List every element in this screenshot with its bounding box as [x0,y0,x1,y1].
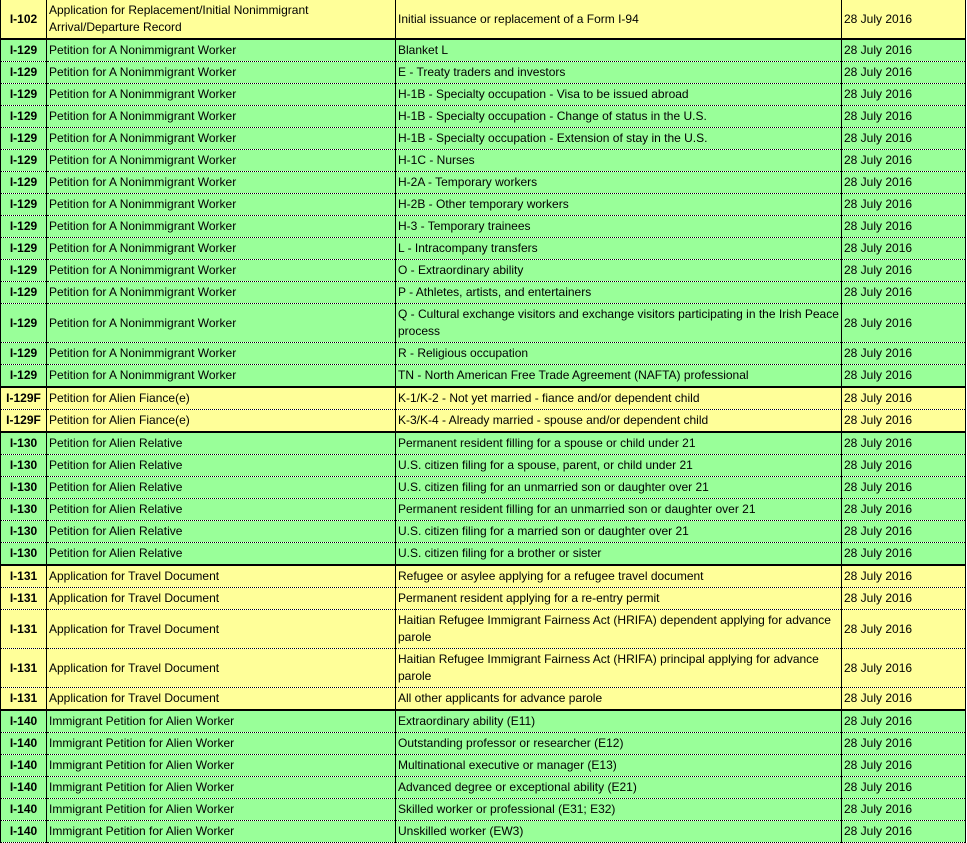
form-name-cell: Application for Travel Document [47,649,396,688]
processing-date-cell: 28 July 2016 [842,499,966,521]
form-number-cell: I-129 [1,216,47,238]
form-number-cell: I-140 [1,777,47,799]
category-description-cell: R - Religious occupation [396,343,842,365]
category-description-cell: L - Intracompany transfers [396,238,842,260]
form-name-cell: Application for Replacement/Initial Nonimmigrant Arrival/Departure Record [47,0,396,39]
category-description-cell: Advanced degree or exceptional ability (E21) [396,777,842,799]
category-description-cell: Haitian Refugee Immigrant Fairness Act (HRIFA) principal applying for advance parole [396,649,842,688]
processing-date-cell: 28 July 2016 [842,304,966,343]
table-row [1,106,966,128]
table-row [1,688,966,711]
processing-date-cell: 28 July 2016 [842,777,966,799]
processing-date-cell: 28 July 2016 [842,106,966,128]
form-number-cell: I-131 [1,588,47,610]
form-name-cell: Petition for A Nonimmigrant Worker [47,39,396,62]
table-row [1,610,966,649]
processing-date-cell: 28 July 2016 [842,365,966,388]
form-name-cell: Petition for A Nonimmigrant Worker [47,150,396,172]
form-name-cell: Petition for A Nonimmigrant Worker [47,304,396,343]
table-row [1,733,966,755]
table-row [1,304,966,343]
table-row [1,238,966,260]
processing-date-cell: 28 July 2016 [842,710,966,733]
table-row [1,365,966,388]
category-description-cell: H-2B - Other temporary workers [396,194,842,216]
category-description-cell: H-1B - Specialty occupation - Visa to be issued abroad [396,84,842,106]
form-number-cell: I-129 [1,238,47,260]
processing-date-cell: 28 July 2016 [842,343,966,365]
form-name-cell: Application for Travel Document [47,688,396,711]
form-number-cell: I-129F [1,410,47,433]
form-name-cell: Immigrant Petition for Alien Worker [47,777,396,799]
category-description-cell: H-1B - Specialty occupation - Change of status in the U.S. [396,106,842,128]
category-description-cell: H-3 - Temporary trainees [396,216,842,238]
form-name-cell: Petition for Alien Relative [47,543,396,566]
processing-date-cell: 28 July 2016 [842,455,966,477]
form-name-cell: Petition for A Nonimmigrant Worker [47,84,396,106]
processing-date-cell: 28 July 2016 [842,387,966,410]
processing-date-cell: 28 July 2016 [842,821,966,843]
form-number-cell: I-129 [1,282,47,304]
form-name-cell: Petition for Alien Fiance(e) [47,387,396,410]
processing-date-cell: 28 July 2016 [842,216,966,238]
form-number-cell: I-129 [1,343,47,365]
table-row [1,521,966,543]
processing-date-cell: 28 July 2016 [842,150,966,172]
form-name-cell: Immigrant Petition for Alien Worker [47,755,396,777]
form-name-cell: Petition for A Nonimmigrant Worker [47,128,396,150]
form-name-cell: Petition for A Nonimmigrant Worker [47,238,396,260]
category-description-cell: Permanent resident filling for an unmarried son or daughter over 21 [396,499,842,521]
form-name-cell: Petition for A Nonimmigrant Worker [47,106,396,128]
form-number-cell: I-102 [1,0,47,39]
form-number-cell: I-129 [1,39,47,62]
processing-date-cell: 28 July 2016 [842,260,966,282]
form-number-cell: I-130 [1,543,47,566]
form-name-cell: Petition for Alien Relative [47,521,396,543]
table-row [1,194,966,216]
category-description-cell: K-3/K-4 - Already married - spouse and/or dependent child [396,410,842,433]
form-number-cell: I-130 [1,499,47,521]
form-number-cell: I-130 [1,432,47,455]
form-name-cell: Petition for A Nonimmigrant Worker [47,343,396,365]
processing-date-cell: 28 July 2016 [842,172,966,194]
form-number-cell: I-140 [1,821,47,843]
category-description-cell: Refugee or asylee applying for a refugee travel document [396,565,842,588]
table-row [1,821,966,843]
form-number-cell: I-129 [1,106,47,128]
form-number-cell: I-131 [1,688,47,711]
table-row [1,343,966,365]
processing-date-cell: 28 July 2016 [842,432,966,455]
processing-date-cell: 28 July 2016 [842,194,966,216]
table-row [1,39,966,62]
category-description-cell: Skilled worker or professional (E31; E32) [396,799,842,821]
form-number-cell: I-129 [1,150,47,172]
table-row [1,799,966,821]
table-row [1,588,966,610]
table-row [1,777,966,799]
category-description-cell: K-1/K-2 - Not yet married - fiance and/or dependent child [396,387,842,410]
category-description-cell: Outstanding professor or researcher (E12) [396,733,842,755]
table-row [1,0,966,39]
table-row [1,710,966,733]
processing-date-cell: 28 July 2016 [842,688,966,711]
processing-date-cell: 28 July 2016 [842,610,966,649]
category-description-cell: Q - Cultural exchange visitors and exchange visitors participating in the Irish Peace process [396,304,842,343]
form-number-cell: I-131 [1,565,47,588]
form-name-cell: Petition for Alien Relative [47,499,396,521]
form-name-cell: Petition for A Nonimmigrant Worker [47,260,396,282]
category-description-cell: All other applicants for advance parole [396,688,842,711]
form-name-cell: Petition for Alien Relative [47,477,396,499]
category-description-cell: H-2A - Temporary workers [396,172,842,194]
form-number-cell: I-129F [1,387,47,410]
processing-date-cell: 28 July 2016 [842,39,966,62]
form-name-cell: Immigrant Petition for Alien Worker [47,799,396,821]
form-number-cell: I-140 [1,733,47,755]
table-row [1,260,966,282]
table-row [1,128,966,150]
table-body [1,0,966,843]
category-description-cell: Haitian Refugee Immigrant Fairness Act (HRIFA) dependent applying for advance parole [396,610,842,649]
form-number-cell: I-140 [1,799,47,821]
processing-date-cell: 28 July 2016 [842,410,966,433]
form-name-cell: Petition for A Nonimmigrant Worker [47,282,396,304]
category-description-cell: Extraordinary ability (E11) [396,710,842,733]
form-name-cell: Petition for A Nonimmigrant Worker [47,62,396,84]
processing-date-cell: 28 July 2016 [842,84,966,106]
form-number-cell: I-131 [1,649,47,688]
processing-date-cell: 28 July 2016 [842,282,966,304]
category-description-cell: U.S. citizen filing for a brother or sister [396,543,842,566]
processing-date-cell: 28 July 2016 [842,649,966,688]
table-row [1,565,966,588]
table-row [1,150,966,172]
category-description-cell: H-1B - Specialty occupation - Extension of stay in the U.S. [396,128,842,150]
form-number-cell: I-129 [1,172,47,194]
form-number-cell: I-131 [1,610,47,649]
form-number-cell: I-130 [1,477,47,499]
form-name-cell: Petition for A Nonimmigrant Worker [47,172,396,194]
processing-date-cell: 28 July 2016 [842,477,966,499]
processing-date-cell: 28 July 2016 [842,755,966,777]
form-number-cell: I-130 [1,455,47,477]
form-name-cell: Petition for Alien Fiance(e) [47,410,396,433]
form-number-cell: I-129 [1,365,47,388]
category-description-cell: Unskilled worker (EW3) [396,821,842,843]
form-name-cell: Immigrant Petition for Alien Worker [47,821,396,843]
form-name-cell: Petition for Alien Relative [47,432,396,455]
form-number-cell: I-129 [1,62,47,84]
table-row [1,649,966,688]
category-description-cell: Permanent resident applying for a re-entry permit [396,588,842,610]
form-name-cell: Immigrant Petition for Alien Worker [47,733,396,755]
processing-date-cell: 28 July 2016 [842,238,966,260]
table-row [1,216,966,238]
processing-date-cell: 28 July 2016 [842,565,966,588]
form-number-cell: I-129 [1,128,47,150]
form-name-cell: Immigrant Petition for Alien Worker [47,710,396,733]
processing-date-cell: 28 July 2016 [842,733,966,755]
category-description-cell: Permanent resident filling for a spouse or child under 21 [396,432,842,455]
form-number-cell: I-129 [1,304,47,343]
table-row [1,477,966,499]
form-number-cell: I-140 [1,755,47,777]
processing-date-cell: 28 July 2016 [842,62,966,84]
category-description-cell: H-1C - Nurses [396,150,842,172]
form-number-cell: I-130 [1,521,47,543]
form-name-cell: Petition for A Nonimmigrant Worker [47,194,396,216]
category-description-cell: U.S. citizen filing for an unmarried son or daughter over 21 [396,477,842,499]
table-row [1,432,966,455]
form-name-cell: Application for Travel Document [47,610,396,649]
table-row [1,455,966,477]
table-row [1,755,966,777]
category-description-cell: Initial issuance or replacement of a Form I-94 [396,0,842,39]
form-name-cell: Petition for A Nonimmigrant Worker [47,365,396,388]
form-name-cell: Application for Travel Document [47,588,396,610]
category-description-cell: O - Extraordinary ability [396,260,842,282]
table-row [1,499,966,521]
category-description-cell: Multinational executive or manager (E13) [396,755,842,777]
form-name-cell: Petition for A Nonimmigrant Worker [47,216,396,238]
category-description-cell: E - Treaty traders and investors [396,62,842,84]
table-row [1,62,966,84]
processing-date-cell: 28 July 2016 [842,521,966,543]
form-number-cell: I-129 [1,260,47,282]
category-description-cell: U.S. citizen filing for a spouse, parent, or child under 21 [396,455,842,477]
table-row [1,282,966,304]
table-row [1,543,966,566]
table-row [1,387,966,410]
processing-date-cell: 28 July 2016 [842,588,966,610]
processing-date-cell: 28 July 2016 [842,799,966,821]
form-number-cell: I-129 [1,194,47,216]
category-description-cell: U.S. citizen filing for a married son or daughter over 21 [396,521,842,543]
processing-date-cell: 28 July 2016 [842,0,966,39]
category-description-cell: Blanket L [396,39,842,62]
processing-date-cell: 28 July 2016 [842,128,966,150]
form-number-cell: I-140 [1,710,47,733]
processing-date-cell: 28 July 2016 [842,543,966,566]
form-number-cell: I-129 [1,84,47,106]
table-row [1,84,966,106]
table-row [1,410,966,433]
form-name-cell: Application for Travel Document [47,565,396,588]
table-row [1,172,966,194]
category-description-cell: P - Athletes, artists, and entertainers [396,282,842,304]
form-name-cell: Petition for Alien Relative [47,455,396,477]
category-description-cell: TN - North American Free Trade Agreement (NAFTA) professional [396,365,842,388]
